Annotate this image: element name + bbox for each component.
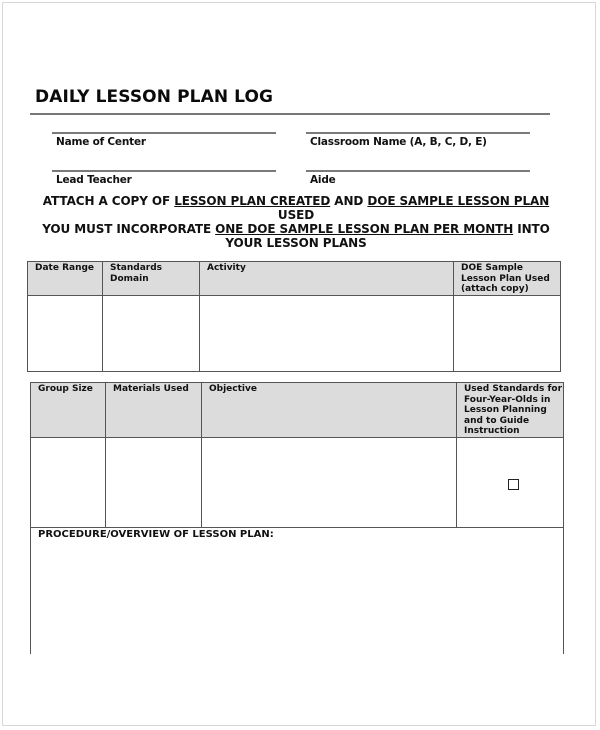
instruction-incorporate <box>30 222 562 250</box>
document-title: DAILY LESSON PLAN LOG <box>35 87 274 107</box>
field-line <box>52 170 276 172</box>
lesson-table-1 <box>27 261 561 372</box>
instruction-underlined: DOE SAMPLE LESSON PLAN <box>367 194 550 208</box>
field-aide[interactable] <box>306 170 530 186</box>
header-activity: Activity <box>200 262 454 296</box>
header-objective: Objective <box>202 383 457 438</box>
instruction-underlined: LESSON PLAN CREATED <box>174 194 331 208</box>
instruction-text: ATTACH A COPY OF <box>42 194 175 208</box>
cell-group-size[interactable] <box>31 437 106 527</box>
header-doe-sample: DOE Sample Lesson Plan Used (attach copy) <box>454 262 561 296</box>
field-label: Lead Teacher <box>56 174 132 186</box>
instruction-text: AND <box>330 194 368 208</box>
standards-checkbox[interactable] <box>508 479 519 490</box>
procedure-label: PROCEDURE/OVERVIEW OF LESSON PLAN: <box>38 528 274 540</box>
field-label: Name of Center <box>56 136 146 148</box>
field-line <box>306 132 530 134</box>
cell-date-range[interactable] <box>28 295 103 371</box>
field-line <box>306 170 530 172</box>
header-date-range: Date Range <box>28 262 103 296</box>
procedure-cell[interactable] <box>31 527 564 654</box>
header-group-size: Group Size <box>31 383 106 438</box>
field-label: Aide <box>310 174 336 186</box>
procedure-row <box>31 527 564 654</box>
header-used-standards: Used Standards for Four-Year-Olds in Lesson Planning and to Guide Instruction <box>457 383 564 438</box>
cell-objective[interactable] <box>202 437 457 527</box>
header-standards-domain: Standards Domain <box>103 262 200 296</box>
field-classroom-name[interactable] <box>306 132 530 148</box>
title-divider <box>30 113 550 115</box>
field-line <box>52 132 276 134</box>
field-name-of-center[interactable] <box>52 132 276 148</box>
field-label: Classroom Name (A, B, C, D, E) <box>310 136 487 148</box>
cell-used-standards <box>457 437 564 527</box>
cell-doe-sample[interactable] <box>454 295 561 371</box>
table-header-row <box>28 262 561 296</box>
instruction-attach <box>30 194 562 222</box>
field-lead-teacher[interactable] <box>52 170 276 186</box>
table-row <box>31 437 564 527</box>
table-row <box>28 295 561 371</box>
instruction-text: INTO YOUR LESSON PLANS <box>225 222 550 250</box>
header-materials-used: Materials Used <box>106 383 202 438</box>
instruction-underlined: ONE DOE SAMPLE LESSON PLAN PER MONTH <box>215 222 514 236</box>
table-header-row <box>31 383 564 438</box>
instruction-text: USED <box>277 208 315 222</box>
instruction-text: YOU MUST INCORPORATE <box>42 222 216 236</box>
cell-standards-domain[interactable] <box>103 295 200 371</box>
instructions <box>30 194 562 250</box>
cell-materials-used[interactable] <box>106 437 202 527</box>
cell-activity[interactable] <box>200 295 454 371</box>
lesson-table-2 <box>30 382 564 654</box>
